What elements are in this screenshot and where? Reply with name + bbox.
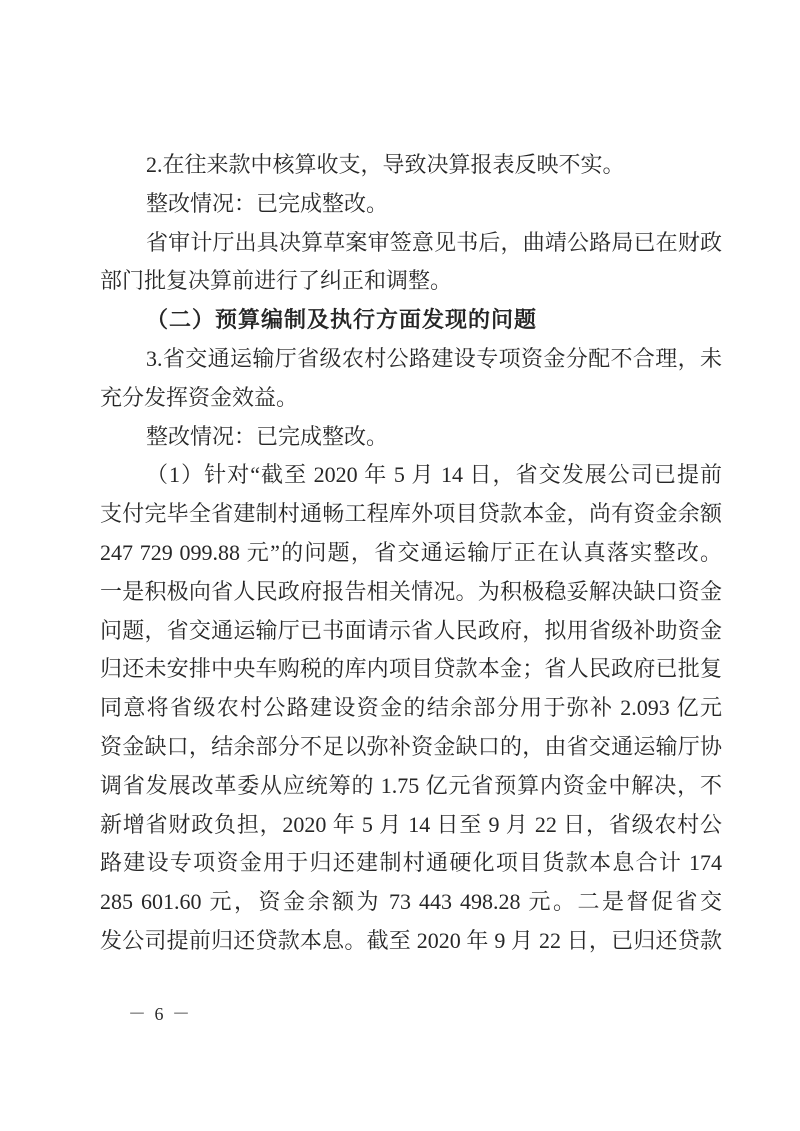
text-line: 省审计厅出具决算草案审签意见书后，曲靖公路局已在财政 — [146, 229, 722, 255]
text-line: 支付完毕全省建制村通畅工程库外项目贷款本金，尚有资金余额 — [100, 501, 722, 527]
text-line: 问题，省交通运输厅已书面请示省人民政府，拟用省级补助资金 — [100, 617, 722, 643]
text-line: （1）针对“截至 2020 年 5 月 14 日，省交发展公司已提前 — [146, 462, 722, 488]
text-line: 路建设专项资金用于归还建制村通硬化项目货款本息合计 174 — [100, 850, 722, 876]
text-line: 发公司提前归还贷款本息。截至 2020 年 9 月 22 日，已归还贷款 — [100, 927, 722, 953]
text-line: 部门批复决算前进行了纠正和调整。 — [100, 268, 453, 294]
section-heading: （二）预算编制及执行方面发现的问题 — [146, 307, 538, 333]
text-line: 同意将省级农村公路建设资金的结余部分用于弥补 2.093 亿元 — [100, 695, 722, 721]
text-line: 归还未安排中央车购税的库内项目贷款本金；省人民政府已批复 — [100, 656, 722, 682]
text-line: 285 601.60 元，资金余额为 73 443 498.28 元。二是督促省交 — [100, 889, 722, 915]
text-line: 整改情况：已完成整改。 — [146, 423, 389, 449]
text-line: 调省发展改革委从应统筹的 1.75 亿元省预算内资金中解决，不 — [100, 772, 722, 798]
text-line: 资金缺口，结余部分不足以弥补资金缺口的，由省交通运输厅协 — [100, 733, 722, 759]
text-line: 3.省交通运输厅省级农村公路建设专项资金分配不合理，未 — [146, 345, 722, 371]
text-line: 新增省财政负担，2020 年 5 月 14 日至 9 月 22 日，省级农村公 — [100, 811, 722, 837]
text-line: 充分发挥资金效益。 — [100, 384, 299, 410]
document-body — [100, 146, 722, 961]
text-line: 247 729 099.88 元”的问题，省交通运输厅正在认真落实整改。 — [100, 539, 722, 565]
page-number: － 6 － — [128, 1004, 192, 1024]
text-line: 2.在往来款中核算收支，导致决算报表反映不实。 — [146, 152, 625, 177]
text-line: 整改情况：已完成整改。 — [146, 190, 389, 216]
text-line: 一是积极向省人民政府报告相关情况。为积极稳妥解决缺口资金 — [100, 578, 722, 604]
